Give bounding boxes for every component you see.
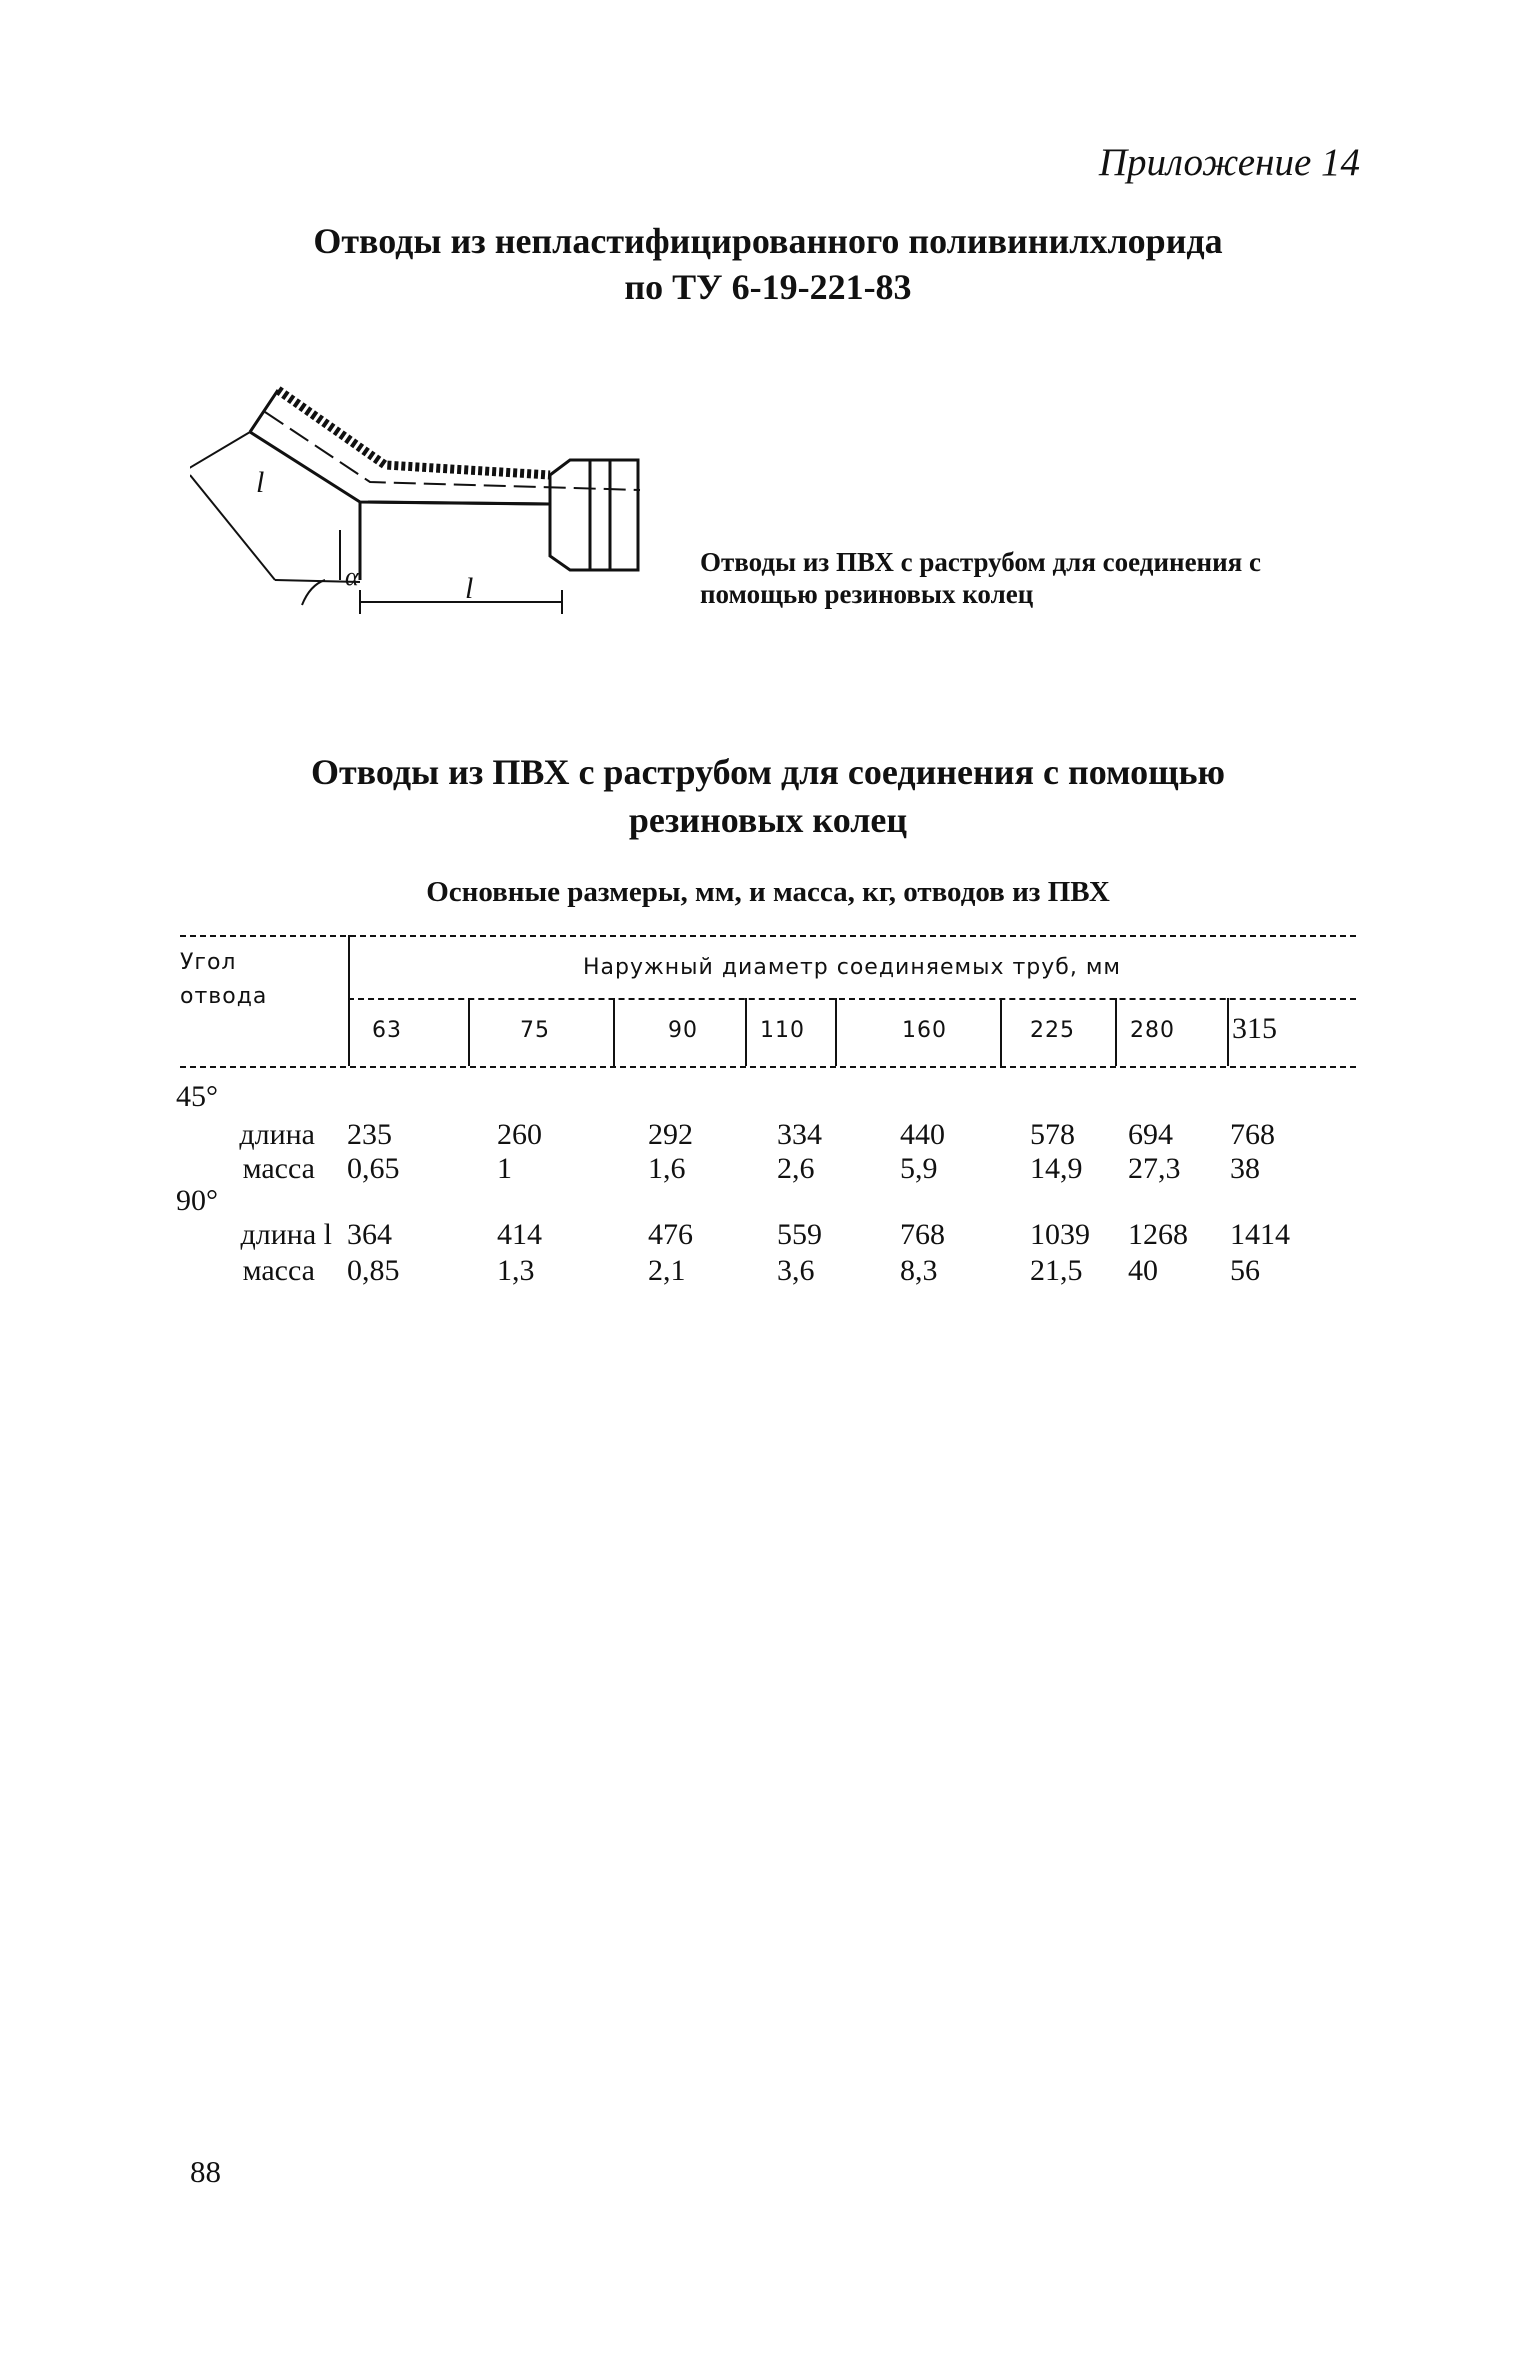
diameter-header: Наружный диаметр соединяемых труб, мм [582,955,1122,980]
table-cell: 235 [347,1118,392,1151]
document-title [180,218,1356,310]
diameter-63: 63 [372,1018,402,1043]
table-cell: 2,6 [777,1152,815,1185]
group-angle-45: 45° [176,1080,218,1113]
table-cell: 56 [1230,1254,1260,1287]
angle-header-line-1: Угол [180,950,237,975]
table-cell: 578 [1030,1118,1075,1151]
row-label-length-90: длина l [240,1218,332,1251]
table-cell: 0,85 [347,1254,400,1287]
table-cell: 292 [648,1118,693,1151]
table-cell: 334 [777,1118,822,1151]
group-angle-90: 90° [176,1184,218,1217]
appendix-label: Приложение 14 [1098,141,1360,184]
table-cell: 0,65 [347,1152,400,1185]
table-cell: 38 [1230,1152,1260,1185]
diameter-160: 160 [902,1018,947,1043]
page-number: 88 [190,2154,221,2189]
table-cell: 768 [900,1218,945,1251]
table-cell: 559 [777,1218,822,1251]
title-line-1: Отводы из непластифицированного поливинилхлорида [313,221,1223,261]
row-label-mass-45: масса [242,1152,315,1185]
diameter-75: 75 [520,1018,550,1043]
angle-label: α [345,562,359,591]
header-mid-rule [348,998,1356,1000]
diameter-110: 110 [760,1018,805,1043]
table-cell: 8,3 [900,1254,938,1287]
pipe-bend-drawing [190,370,690,630]
table-cell: 14,9 [1030,1152,1083,1185]
table-caption: Основные размеры, мм, и масса, кг, отводов из ПВХ [426,876,1110,908]
table-cell: 1268 [1128,1218,1188,1251]
col-divider-2 [613,998,615,1066]
section-title-line-1: Отводы из ПВХ с раструбом для соединения с помощью [310,752,1226,792]
table-cell: 1414 [1230,1218,1290,1251]
table-cell: 364 [347,1218,392,1251]
title-line-2: по ТУ 6-19-221-83 [624,267,912,307]
length-label-horizontal: l [465,572,474,605]
diameter-315: 315 [1232,1012,1277,1045]
length-label-inclined: l [256,466,265,499]
col-divider-4 [835,998,837,1066]
table-cell: 21,5 [1030,1254,1083,1287]
table-cell: 1039 [1030,1218,1090,1251]
table-cell: 1,6 [648,1152,686,1185]
row-label-length-45: длина [239,1118,315,1151]
table-cell: 5,9 [900,1152,938,1185]
table-cell: 440 [900,1118,945,1151]
section-title-line-2: резиновых колец [628,800,908,840]
diameter-90: 90 [668,1018,698,1043]
section-title [180,748,1356,844]
col-divider-5 [1000,998,1002,1066]
row-label-mass-90: масса [242,1254,315,1287]
table-cell: 1,3 [497,1254,535,1287]
diameter-225: 225 [1030,1018,1075,1043]
table-cell: 3,6 [777,1254,815,1287]
diameter-280: 280 [1130,1018,1175,1043]
table-cell: 27,3 [1128,1152,1181,1185]
col-divider-3 [745,998,747,1066]
angle-header-line-2: отвода [180,984,268,1009]
table-cell: 768 [1230,1118,1275,1151]
table-cell: 476 [648,1218,693,1251]
figure-caption: Отводы из ПВХ с раструбом для соединения с помощью резиновых колец [700,547,1262,609]
header-bottom-rule [180,1066,1356,1068]
col-divider-1 [468,998,470,1066]
table-cell: 40 [1128,1254,1158,1287]
table-cell: 1 [497,1152,512,1185]
table-cell: 414 [497,1218,542,1251]
table-top-rule [180,935,1356,937]
table-cell: 260 [497,1118,542,1151]
col-divider-6 [1115,998,1117,1066]
table-cell: 694 [1128,1118,1173,1151]
table-cell: 2,1 [648,1254,686,1287]
col-divider-7 [1227,998,1229,1066]
